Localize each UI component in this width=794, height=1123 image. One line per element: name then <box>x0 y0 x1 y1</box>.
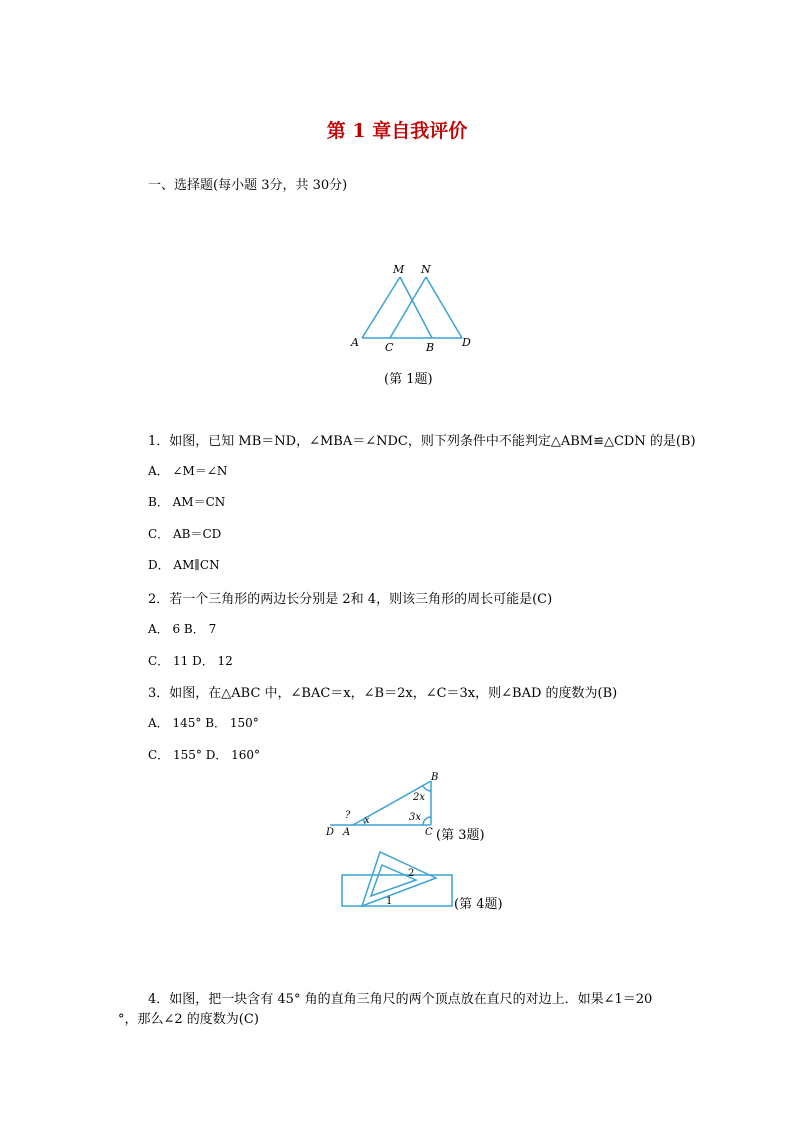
set-square-outer <box>362 852 436 906</box>
label-a: A <box>351 336 359 349</box>
figure-4 <box>340 850 454 910</box>
label-angle-2x: 2x <box>413 792 426 803</box>
label-angle-x: x <box>364 815 370 826</box>
figure-1-caption: (第 1题) <box>384 372 433 387</box>
question-2-options-ab: A． 6 B． 7 <box>148 622 217 636</box>
question-3-stem: 3．如图，在△ABC 中，∠BAC＝x，∠B＝2x，∠C＝3x，则∠BAD 的度数为(B) <box>148 686 618 701</box>
question-2-options-cd: C． 11 D． 12 <box>148 654 233 668</box>
ruler <box>342 875 452 906</box>
label-c: C <box>425 827 433 838</box>
section-heading: 一、选择题(每小题 3分，共 30分) <box>148 178 348 193</box>
question-3-options-ab: A． 145° B． 150° <box>148 716 259 730</box>
label-b: B <box>431 772 439 783</box>
label-unknown-angle: ? <box>345 810 351 821</box>
question-1-option-c: C． AB＝CD <box>148 527 222 541</box>
angle-arc-c <box>423 817 431 825</box>
question-4-stem-line-2: °，那么∠2 的度数为(C) <box>118 1012 259 1027</box>
segment-cn <box>390 277 426 338</box>
question-1-option-d: D． AM∥CN <box>148 558 220 572</box>
label-d: D <box>326 827 335 838</box>
question-3-options-cd: C． 155° D． 160° <box>148 748 261 762</box>
label-angle-2: 2 <box>408 868 415 879</box>
question-2-stem: 2．若一个三角形的两边长分别是 2和 4，则该三角形的周长可能是(C) <box>148 592 553 607</box>
angle-arc-b <box>423 786 431 791</box>
question-1-stem: 1．如图，已知 MB＝ND，∠MBA＝∠NDC，则下列条件中不能判定△ABM≌△CDN 的是(B) <box>148 434 696 449</box>
question-1-option-a: A． ∠M＝∠N <box>148 464 228 478</box>
label-angle-3x: 3x <box>409 812 422 823</box>
label-n: N <box>421 263 431 276</box>
figure-3 <box>320 768 440 840</box>
segment-mb <box>400 277 432 338</box>
label-b: B <box>426 341 435 354</box>
page-title: 第 1 章自我评价 <box>326 120 468 142</box>
label-c: C <box>385 341 394 354</box>
label-m: M <box>393 263 405 276</box>
figure-1 <box>340 258 480 358</box>
segment-am <box>362 277 400 338</box>
figure-3-caption: (第 3题) <box>436 828 485 843</box>
label-a: A <box>343 827 351 838</box>
label-d: D <box>462 336 471 349</box>
figure-4-caption: (第 4题) <box>454 897 503 912</box>
segment-nd <box>426 277 462 338</box>
question-4-stem-line-1: 4．如图，把一块含有 45° 角的直角三角尺的两个顶点放在直尺的对边上．如果∠1＝20 <box>148 992 653 1007</box>
label-angle-1: 1 <box>386 896 393 907</box>
question-1-option-b: B． AM＝CN <box>148 495 226 509</box>
